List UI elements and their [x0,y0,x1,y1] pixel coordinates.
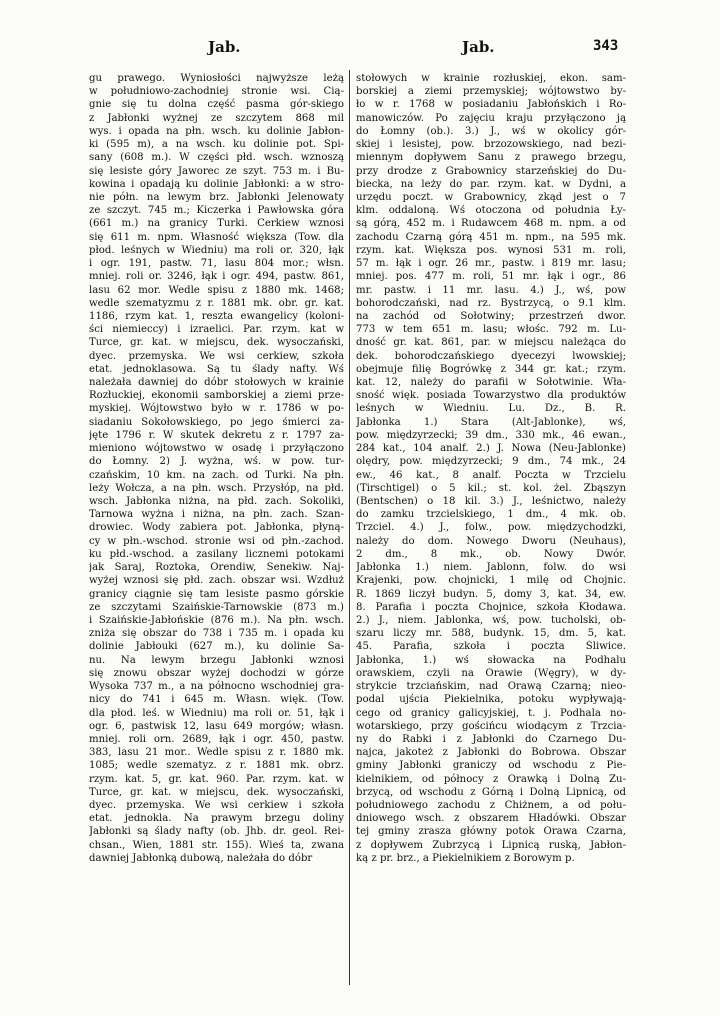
text-line: wyżej wznosi się płd. zach. obszar wsi. Wzdłuż [89,575,344,587]
text-line: czańskim, 10 km. na zach. od Turki. Na płn. [89,469,344,481]
text-line: R. 1869 liczył budyn. 5, domy 3, kat. 34, ew. [356,588,626,600]
text-line: chsan., Wien, 1881 str. 155). Wieś ta, zwana [89,839,344,851]
text-line: cy w płn.-wschod. stronie wsi od płn.-zachod. [89,535,344,547]
text-line: kielnikiem, od północy z Orawką i Dolną Zu- [356,773,626,785]
text-line: płod. leśnych w Wiedniu) ma roli or. 320, łąk [89,244,344,256]
text-line: dla płod. leś. w Wiedniu) ma roli or. 51, łąk i [89,707,344,719]
text-line: do zamku trzcielskiego, 1 dm., 4 mk. ob. [356,509,626,521]
text-line: należy do dom. Nowego Dworu (Neuhaus), [356,535,626,547]
text-line: w południowo-zachodniej stronie wsi. Cią- [89,86,344,98]
text-line: olędry, pow. międzyrzecki; 9 dm., 74 mk., 24 [356,456,626,468]
text-line: dniowego wsch. z obszarem Hładówki. Obszar [356,813,626,825]
text-line: ew., 46 kat., 8 analf. Poczta w Trzcielu [356,469,626,481]
right-column [356,72,626,865]
text-line: na zachód od Sołotwiny; przestrzeń dwor. [356,310,626,322]
text-line: do Łomny (ob.). 3.) J., wś w okolicy gór- [356,125,626,137]
text-line: dyec. przemyska. We wsi cerkiew i szkoła [89,800,344,812]
text-line: 2.) J., niem. Jablonka, wś, pow. tucholski, ob- [356,614,626,626]
text-line: 45. Parafia, szkoła i poczta Śliwice. [356,641,626,653]
text-line: skiej i lesistej, pow. brzozowskiego, nad bezi- [356,139,626,151]
left-column [89,72,344,865]
text-line: granicy ciągnie się tam lesiste pasmo górskie [89,588,344,600]
text-line: najca, jakoteż z Jabłonki do Bobrowa. Obszar [356,747,626,759]
text-line: do Łomny. 2) J. wyżna, wś. w pow. tur- [89,456,344,468]
text-line: gminy Jabłonki graniczy od wschodu z Pie- [356,760,626,772]
text-line: bohorodczański, nad rz. Bystrzycą, o 9.1 klm. [356,297,626,309]
text-line: etat. jednokla. Na prawym brzegu doliny [89,813,344,825]
text-line: kat. 12, należy do parafii w Sołotwinie. Wła- [356,377,626,389]
text-line: miennym dopływem Sanu z prawego brzegu, [356,152,626,164]
text-line: obejmuje filię Bogrówkę z 344 gr. kat.; rzym. [356,363,626,375]
text-line: myskiej. Wójtowstwo było w r. 1786 w po- [89,403,344,415]
text-line: się znowu obszar wyżej dochodzi w górze [89,667,344,679]
text-line: dek. bohorodczańskiego dyecezyi lwowskiej; [356,350,626,362]
text-line: siadaniu Sokołowskiego, po jego śmierci za- [89,416,344,428]
text-line: z Jabłonki wyżnej ze szczytem 868 mil [89,112,344,124]
text-line: biecka, na leży do par. rzym. kat. w Dydni, a [356,178,626,190]
text-line: ze szczyt. 745 m.; Kiczerka i Pawłowska góra [89,205,344,217]
text-line: 1085; wedle szematyz. z r. 1881 mk. obrz. [89,760,344,772]
text-line: kowina i opadają ku dolinie Jabłonki: a w stro- [89,178,344,190]
text-line: strykcie trzciańskim, nad Orawą Czarną; nieo- [356,681,626,693]
text-line: ką z pr. brz., a Piekielnikiem z Borowym p. [356,852,575,864]
text-line: ki (595 m), a na wsch. ku dolinie pot. Spi- [89,139,344,151]
text-line: Jabłonki są ślady nafty (ob. Jhb. dr. geol. Rei- [89,826,344,838]
text-line: wsch. Jabłonka niżna, na płd. zach. Sokoliki, [89,496,344,507]
text-line: się lesiste góry Jaworec ze szyt. 753 m. i Bu- [89,165,344,177]
text-line: ści niemieccy) i izraelici. Par. rzym. kat w [89,324,344,336]
text-line: mr. pastw. i 11 mr. lasu. 4.) J., wś, pow [356,284,626,296]
text-line: klm. oddaloną. Wś otoczona od południa Ły- [356,205,626,217]
text-line: 57 m. łąk i ogr. 26 mr., pastw. i 819 mr. lasu; [356,258,626,270]
text-line: szaru liczy mr. 588, budynk. 15, dm. 5, kat. [356,628,626,640]
text-line: nicy do 741 i 645 m. Własn. więk. (Tow. [89,694,344,706]
text-line: dawniej Jabłonką dubową, należała do dóbr [89,852,313,864]
text-line: (Tirschtigel) o 5 kil.; st. kol. żel. Zbąszyn [356,482,626,494]
text-line: gnie się tu dolna część pasma gór-skiego [89,99,344,111]
text-line: leży Wołcza, a na płn. wsch. Przysłóp, na płd. [89,482,344,494]
text-line: jak Saraj, Roztoka, Orendiw, Senekiw. Naj- [89,562,344,574]
text-line: jęte 1796 r. W skutek dekretu z r. 1797 za- [89,429,344,441]
text-line: wotarskiego, przy gościńcu wiodącym z Trzcia- [356,720,626,732]
text-line: dolinie Jabłouki (627 m.), ku dolinie Sa- [89,641,344,653]
text-line: Turce, gr. kat. w miejscu, dek. wysoczański, [89,786,344,798]
running-head-right: Jab. [462,38,495,56]
text-line: przy drodze z Grabownicy starzeńskiej do Du- [356,165,626,177]
text-line: i Szaińskie-Jabłońskie (876 m.). Na płn. wsch. [89,614,344,626]
text-line: leśnych w Wiedniu. Lu. Dz., B. R. [356,403,626,415]
text-line: ogr. 6, pastwisk 12, lasu 649 morgów; własn. [89,720,344,732]
text-line: 383, lasu 21 mor.. Wedle spisu z r. 1880 mk. [89,747,344,759]
text-line: należała dawniej do dóbr stołowych w krainie [89,377,344,389]
text-line: zachodu Czarną górą 451 m. npm., na 595 mk. [356,231,626,243]
text-line: mniej. pos. 477 m. roli, 51 mr. łąk i ogr., 86 [356,271,626,283]
text-line: Rozłuckiej, ekonomii samborskiej a ziemi prze- [89,390,344,402]
text-line: ny do Rabki i z Jabłonki do Czarnego Du- [356,733,626,745]
text-line: sany (608 m.). W części płd. wsch. wznoszą [89,152,344,164]
text-line: południowego zachodu z Chiżnem, a od połu- [356,800,626,812]
text-line: gu prawego. Wyniosłości najwyższe leżą [89,73,344,84]
text-line: Jabłonka 1.) Stara (Alt-Jablonke), wś, [356,416,626,428]
text-line: są górą, 452 m. i Rudawcem 468 m. npm. a od [356,218,626,230]
text-line: ze szczytami Szaińskie-Tarnowskie (873 m.) [89,601,344,613]
text-line: nu. Na lewym brzegu Jabłonki wznosi [89,654,344,666]
text-line: Turce, gr. kat. w miejscu, dek. wysoczański, [89,337,344,349]
text-line: Tarnowa wyżna i niżna, na płn. zach. Szan- [89,509,344,521]
text-line: się 611 m. npm. Własność większa (Tow. dla [89,231,344,243]
text-line: Wysoka 737 m., a na północno wschodniej gra- [89,681,344,693]
text-line: tej gminy zrasza główny potok Orawa Czarna, [356,826,626,838]
text-line: sność więk. posiada Towarzystwo dla produktów [356,390,626,402]
text-line: nie półn. na lewym brz. Jabłonki Jelenowaty [89,191,344,203]
text-line: 2 dm., 8 mk., ob. Nowy Dwór. [356,548,626,560]
text-line: urzędu poczt. w Grabownicy, zkąd jest o 7 [356,191,626,203]
text-line: lasu 62 mor. Wedle spisu z 1880 mk. 1468; [89,284,344,296]
text-line: (661 m.) na granicy Turki. Cerkiew wznosi [89,218,344,230]
text-line: (Bentschen) o 18 kil. 3.) J., leśnictwo, należy [356,496,626,507]
text-line: mniej. roli orn. 2689, łąk i ogr. 450, pastw. [89,733,344,745]
text-line: rzym. kat. Większa pos. wynosi 531 m. roli, [356,244,626,256]
text-line: ło w r. 1768 w posiadaniu Jabłońskich i Ro- [356,99,626,111]
running-head-left: Jab. [208,38,241,56]
text-line: podal ujścia Piekielnika, potoku wypływają- [356,694,626,706]
text-line: orawskiem, czyli na Orawie (Węgry), w dy- [356,667,626,679]
text-line: pow. międzyrzecki; 39 dm., 330 mk., 46 ewan., [356,429,626,441]
text-line: manowiczów. Po zajęciu kraju przyłączono ją [356,112,626,124]
text-line: z dopływem Zubrzycą i Lipnicą ruską, Jabłon- [356,839,626,851]
text-line: 284 kat., 104 analf. 2.) J. Nowa (Neu-Jablonke) [356,443,626,455]
text-line: Jabłonka, 1.) wś słowacka na Podhalu [356,654,626,666]
text-line: wedle szematyzmu z r. 1881 mk. obr. gr. kat. [89,297,344,309]
text-line: 8. Parafia i poczta Chojnice, szkoła Kłodawa. [356,601,626,613]
text-line: zniża się obszar do 738 i 735 m. i opada ku [89,628,344,640]
text-line: Krajenki, pow. chojnicki, 1 milę od Chojnic. [356,575,626,587]
text-line: etat. jednoklasowa. Są tu ślady nafty. Wś [89,363,344,375]
text-line: i ogr. 191, pastw. 71, lasu 804 mor.; włsn. [89,258,344,270]
text-line: drowiec. Wody zabiera pot. Jabłonka, płyną- [89,522,344,534]
text-line: Jabłonka 1.) niem. Jablonn, folw. do wsi [356,562,626,574]
text-line: borskiej a ziemi przemyskiej; wójtowstwo by- [356,86,626,98]
text-line: rzym. kat. 5, gr. kat. 960. Par. rzym. kat. w [89,773,344,785]
text-line: Trzciel. 4.) J., folw., pow. międzychodzki, [356,522,626,534]
text-line: mieniono wójtowstwo w osadę i przyłączono [89,443,344,455]
text-line: wys. i opada na płn. wsch. ku dolinie Jabłon- [89,125,344,137]
text-line: brzycą, od wschodu z Górną i Dolną Lipnicą, od [356,786,626,798]
text-line: mniej. roli or. 3246, łąk i ogr. 494, pastw. 861, [89,271,344,283]
text-line: dyec. przemyska. We wsi cerkiew, szkoła [89,350,344,362]
text-line: ku płd.-wschod. a zasilany licznemi potokami [89,548,344,560]
page-number: 343 [593,38,619,54]
text-line: 773 w tem 651 m. lasu; włośc. 792 m. Lu- [356,324,626,336]
text-line: stołowych w krainie rozłuskiej, ekon. sam- [356,73,626,84]
column-rule [349,70,350,985]
text-line: dność gr. kat. 861, par. w miejscu należąca do [356,337,626,349]
text-line: cego od granicy galicyjskiej, t. j. Podhala no- [356,707,626,719]
text-line: 1186, rzym kat. 1, reszta ewangelicy (koloni- [89,310,344,322]
